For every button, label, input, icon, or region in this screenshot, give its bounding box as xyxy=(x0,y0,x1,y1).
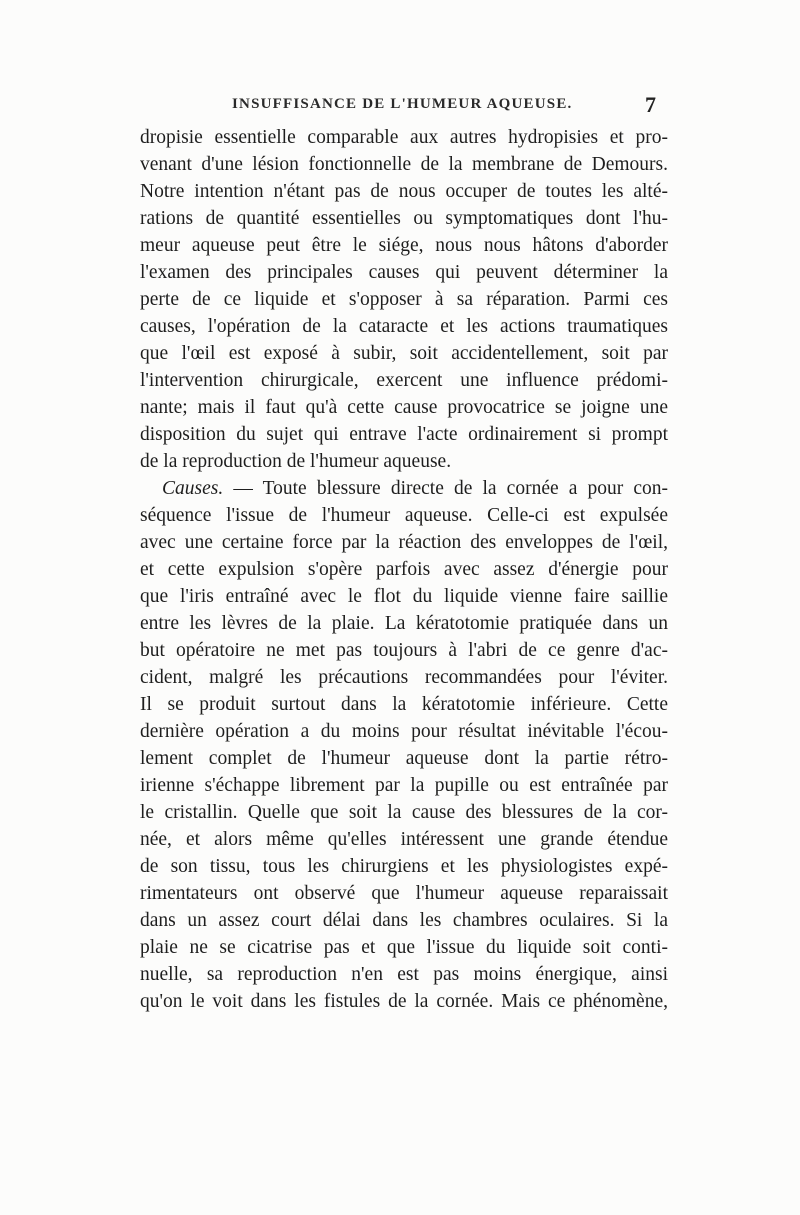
running-title: INSUFFISANCE DE L'HUMEUR AQUEUSE. xyxy=(232,96,573,112)
text-line: meur aqueuse peut être le siége, nous nous hâtons d'aborder xyxy=(140,235,668,256)
text-line: disposition du sujet qui entrave l'acte ordinairement si prompt xyxy=(140,424,668,445)
text-line: que l'œil est exposé à subir, soit accidentellement, soit par xyxy=(140,343,668,364)
causes-label: Causes. xyxy=(162,478,224,499)
text-line: dans un assez court délai dans les chambres oculaires. Si la xyxy=(140,910,668,931)
text-line: plaie ne se cicatrise pas et que l'issue du liquide soit conti- xyxy=(140,937,668,958)
text-line: nuelle, sa reproduction n'en est pas moins énergique, ainsi xyxy=(140,964,668,985)
text-line: entre les lèvres de la plaie. La kératotomie pratiquée dans un xyxy=(140,613,668,634)
text-line: but opératoire ne met pas toujours à l'abri de ce genre d'ac- xyxy=(140,640,668,661)
text-line: cident, malgré les précautions recommandées pour l'éviter. xyxy=(140,667,668,688)
text-line: née, et alors même qu'elles intéressent une grande étendue xyxy=(140,829,668,850)
text-line: dropisie essentielle comparable aux autres hydropisies et pro- xyxy=(140,127,668,148)
body-text xyxy=(140,124,668,1015)
text-line: que l'iris entraîné avec le flot du liquide vienne faire saillie xyxy=(140,586,668,607)
page-number: 7 xyxy=(645,92,656,117)
text-line-causes xyxy=(140,475,668,502)
text-line: de son tissu, tous les chirurgiens et les physiologistes expé- xyxy=(140,856,668,877)
text-line: séquence l'issue de l'humeur aqueuse. Celle-ci est expulsée xyxy=(140,505,668,526)
text-line: et cette expulsion s'opère parfois avec assez d'énergie pour xyxy=(140,559,668,580)
text-line: causes, l'opération de la cataracte et les actions traumatiques xyxy=(140,316,668,337)
text-line: l'examen des principales causes qui peuvent déterminer la xyxy=(140,262,668,283)
text-line: Il se produit surtout dans la kératotomie inférieure. Cette xyxy=(140,694,668,715)
text-line: venant d'une lésion fonctionnelle de la membrane de Demours. xyxy=(140,154,668,175)
text-line: rations de quantité essentielles ou symptomatiques dont l'hu- xyxy=(140,208,668,229)
text-line: lement complet de l'humeur aqueuse dont la partie rétro- xyxy=(140,748,668,769)
text-line: rimentateurs ont observé que l'humeur aqueuse reparaissait xyxy=(140,883,668,904)
text-line: nante; mais il faut qu'à cette cause provocatrice se joigne une xyxy=(140,397,668,418)
text-line: Notre intention n'étant pas de nous occuper de toutes les alté- xyxy=(140,181,668,202)
text-line: perte de ce liquide et s'opposer à sa réparation. Parmi ces xyxy=(140,289,668,310)
text-line: qu'on le voit dans les fistules de la cornée. Mais ce phénomène, xyxy=(140,991,668,1012)
running-head xyxy=(140,92,660,124)
text-line: l'intervention chirurgicale, exercent une influence prédomi- xyxy=(140,370,668,391)
text-line: le cristallin. Quelle que soit la cause des blessures de la cor- xyxy=(140,802,668,823)
text-line: avec une certaine force par la réaction des enveloppes de l'œil, xyxy=(140,532,668,553)
text-line: de la reproduction de l'humeur aqueuse. xyxy=(140,451,452,472)
causes-line-text: — Toute blessure directe de la cornée a pour con- xyxy=(233,478,668,499)
text-line: irienne s'échappe librement par la pupille ou est entraînée par xyxy=(140,775,668,796)
text-line: dernière opération a du moins pour résultat inévitable l'écou- xyxy=(140,721,668,742)
